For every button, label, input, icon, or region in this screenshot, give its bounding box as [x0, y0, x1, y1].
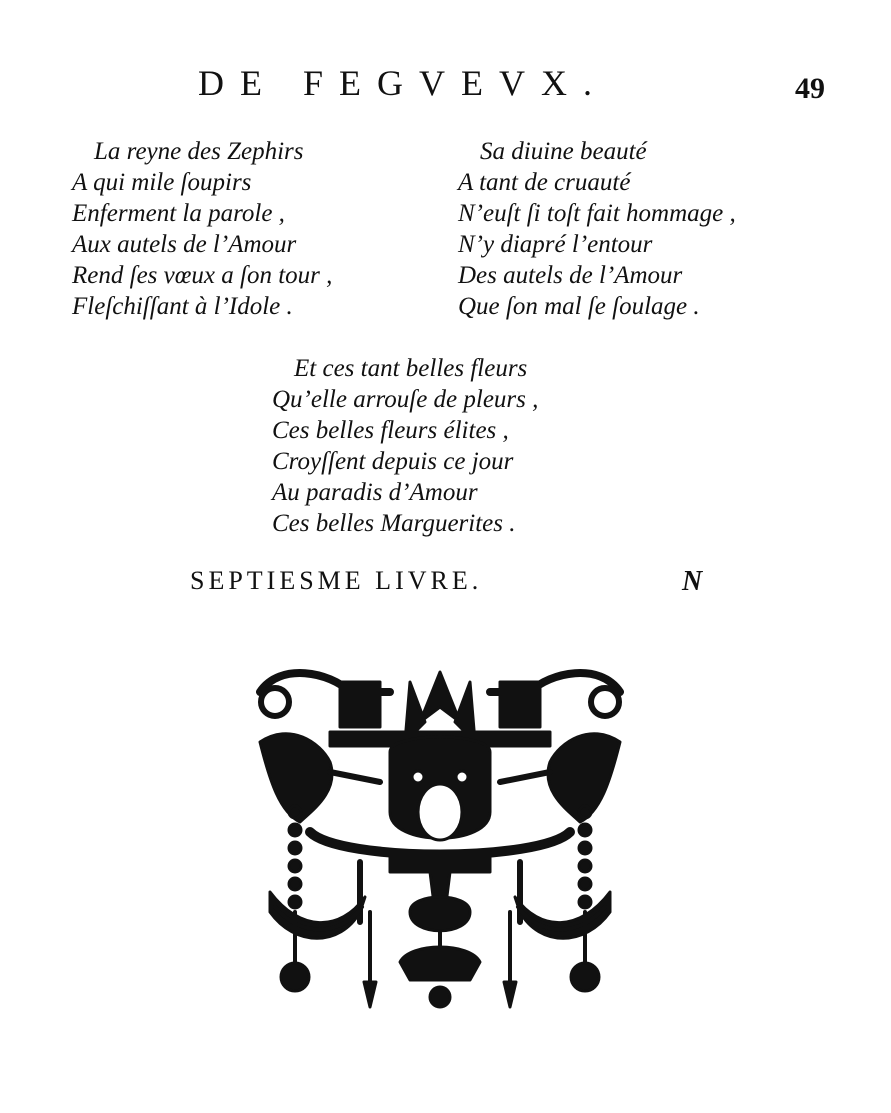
verse-line: Ces belles Marguerites . — [272, 510, 516, 537]
page-number: 49 — [795, 72, 825, 105]
grotesque-pendant-ornament-icon — [240, 662, 640, 1042]
verse-line: N’euſt ſi toſt fait hommage , — [458, 200, 736, 227]
verse-line: Ces belles fleurs élites , — [272, 417, 509, 444]
stanza-center — [272, 353, 538, 539]
verse-line: Sa diuine beauté — [480, 138, 647, 165]
signature-line: SEPTIESME LIVRE. — [190, 566, 483, 595]
verse-line: Rend ſes vœux a ſon tour , — [72, 262, 333, 289]
signature-mark: N — [682, 566, 703, 597]
verse-line: Croyſſent depuis ce jour — [272, 448, 514, 475]
verse-line: Aux autels de l’Amour — [72, 231, 297, 258]
verse-line: Enferment la parole , — [72, 200, 285, 227]
verse-line: A qui mile ſoupirs — [72, 169, 252, 196]
stanza-left — [72, 136, 332, 322]
verse-line: Et ces tant belles fleurs — [294, 355, 528, 382]
verse-line: La reyne des Zephirs — [94, 138, 304, 165]
verse-line: Que ſon mal ſe ſoulage . — [458, 293, 700, 320]
running-head: DE FEGVEVX. — [198, 63, 608, 103]
verse-line: Des autels de l’Amour — [458, 262, 683, 289]
verse-line: Au paradis d’Amour — [272, 479, 478, 506]
verse-line: Fleſchiſſant à l’Idole . — [72, 293, 293, 320]
verse-line: Qu’elle arrouſe de pleurs , — [272, 386, 539, 413]
verse-line: A tant de cruauté — [458, 169, 631, 196]
stanza-right — [458, 136, 736, 322]
verse-line: N’y diapré l’entour — [458, 231, 653, 258]
